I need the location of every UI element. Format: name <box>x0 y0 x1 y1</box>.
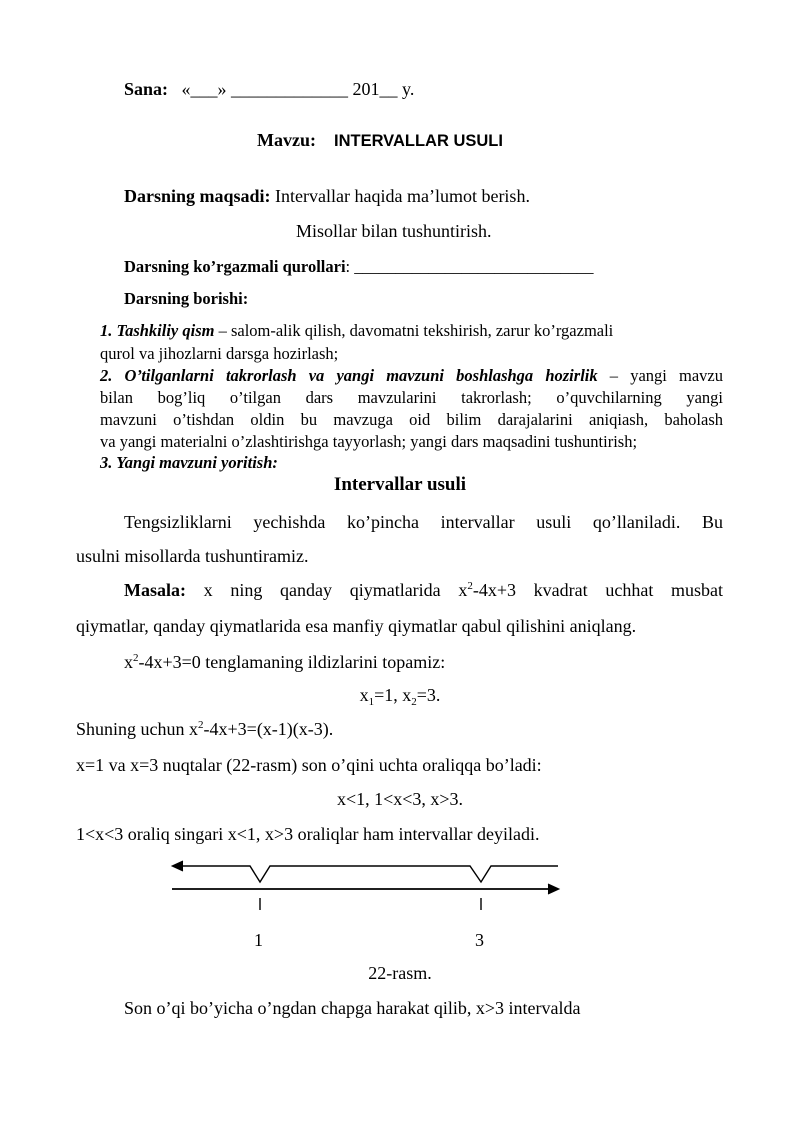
factor-sup: 2 <box>198 719 204 731</box>
task-text-2: -4x+3 kvadrat uchhat musbat <box>472 580 723 600</box>
roots-end: =3. <box>416 685 441 705</box>
equation-text-2: -4x+3=0 tenglamaning ildizlarini topamiz: <box>138 652 446 672</box>
tick-label-3: 3 <box>475 930 484 950</box>
task-label: Masala: <box>124 580 186 600</box>
task-sup: 2 <box>467 580 473 592</box>
goal-value: Intervallar haqida ma’lumot berish. <box>275 186 530 206</box>
paragraph-1-line-b: usulni misollarda tushuntiramiz. <box>76 546 309 566</box>
date-label: Sana: <box>124 79 169 99</box>
interval-arrow-line <box>176 866 558 882</box>
topic-label: Mavzu: <box>257 130 316 150</box>
aids-value: : _____________________________ <box>345 257 594 276</box>
progress-label: Darsning borishi: <box>124 289 249 308</box>
plan-item-1-cont: qurol va jihozlarni darsga hozirlash; <box>100 344 339 363</box>
equation-text-1: x <box>124 652 133 672</box>
topic-title: INTERVALLAR USULI <box>333 132 503 150</box>
task-line-b: qiymatlar, qanday qiymatlarida esa manfiy qiymatlar qabul qilishini aniqlang. <box>76 616 637 636</box>
plan-item-2-title: 2. O’tilganlarni takrorlash va yangi mavzuni boshlashga hozirlik <box>100 366 598 385</box>
plan-item-2-text: – yangi mavzu <box>597 366 724 385</box>
left-arrowhead <box>172 861 183 871</box>
factor-text-2: -4x+3=(x-1)(x-3). <box>203 719 334 739</box>
figure-caption: 22-rasm. <box>368 963 432 983</box>
section-title: Intervallar usuli <box>333 474 467 495</box>
points-line: x=1 va x=3 nuqtalar (22-rasm) son o’qini uchta oraliqqa bo’ladi: <box>76 755 542 775</box>
plan-item-2-line-b: bilan bog’liq o’tilgan dars mavzularini takrorlash; o’quvchilarning yangi <box>100 388 723 407</box>
roots-x1: x <box>359 685 369 705</box>
tick-label-1: 1 <box>254 930 263 950</box>
date-value: «___» _____________ 201__ y. <box>181 79 415 99</box>
roots-sub-2: 2 <box>411 696 417 708</box>
goal-value-2: Misollar bilan tushuntirish. <box>296 221 492 241</box>
factor-text-1: Shuning uchun x <box>76 719 199 739</box>
equation-sup: 2 <box>133 652 139 664</box>
intervals-line: x<1, 1<x<3, x>3. <box>336 789 464 809</box>
task-text-1: x ning qanday qiymatlarida x <box>186 580 468 600</box>
plan-item-2-line-d: va yangi materialni o’zlashtirishga tayyorlash; yangi dars maqsadini tushuntirish; <box>100 432 638 451</box>
plan-item-1-title: 1. Tashkiliy qism <box>100 321 215 340</box>
last-line: Son o’qi bo’yicha o’ngdan chapga harakat qilib, x>3 intervalda <box>124 998 581 1018</box>
roots-sub-1: 1 <box>368 696 375 708</box>
right-arrowhead <box>548 884 559 894</box>
plan-item-1-text: – salom-alik qilish, davomatni tekshirish, zarur ko’rgazmali <box>214 321 614 340</box>
roots-mid: =1, x <box>374 685 412 705</box>
paragraph-1-line-a: Tengsizliklarni yechishda ko’pincha intervallar usuli qo’llaniladi. Bu <box>124 512 723 532</box>
aids-label: Darsning ko’rgazmali qurollari <box>124 257 346 276</box>
definition-line: 1<x<3 oraliq singari x<1, x>3 oraliqlar ham intervallar deyiladi. <box>76 824 540 844</box>
goal-label: Darsning maqsadi: <box>124 186 271 206</box>
plan-item-3-title: 3. Yangi mavzuni yoritish: <box>100 453 278 472</box>
plan-item-2-line-c: mavzuni o’tishdan oldin bu mavzuga oid bilim darajalarini aniqiash, baholash <box>100 410 723 429</box>
